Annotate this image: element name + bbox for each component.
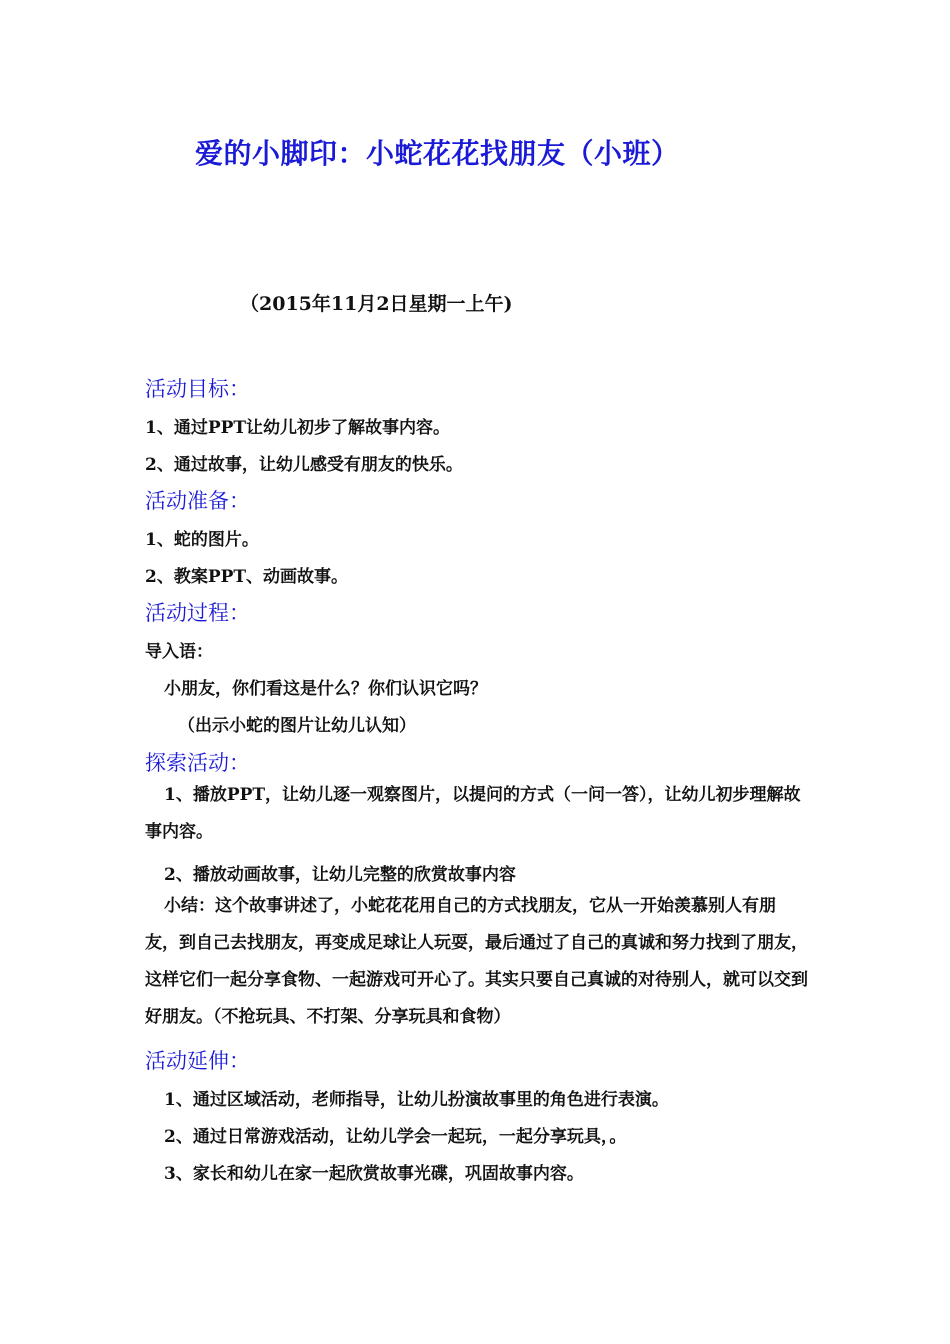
- section-heading-explore: 探索活动：: [145, 751, 250, 775]
- section-heading-process: 活动过程：: [145, 601, 250, 625]
- preparation-item-1: 1、蛇的图片。: [145, 530, 259, 550]
- extension-item-3: 3、家长和幼儿在家一起欣赏故事光碟，巩固故事内容。: [164, 1164, 584, 1184]
- explore-item-2: 2、播放动画故事，让幼儿完整的欣赏故事内容: [164, 865, 516, 885]
- intro-question: 小朋友，你们看这是什么？你们认识它吗？: [164, 679, 487, 699]
- extension-item-1: 1、通过区域活动，老师指导，让幼儿扮演故事里的角色进行表演。: [164, 1090, 669, 1110]
- intro-label: 导入语：: [145, 642, 213, 662]
- goal-item-1: 1、通过PPT让幼儿初步了解故事内容。: [145, 418, 451, 438]
- goal-item-2: 2、通过故事，让幼儿感受有朋友的快乐。: [145, 455, 463, 475]
- extension-item-2: 2、通过日常游戏活动，让幼儿学会一起玩，一起分享玩具，。: [164, 1127, 627, 1147]
- preparation-item-2: 2、教案PPT、动画故事。: [145, 567, 349, 587]
- intro-note: （出示小蛇的图片让幼儿认知）: [178, 716, 416, 736]
- explore-item-1: 1、播放PPT，让幼儿逐一观察图片，以提问的方式（一问一答），让幼儿初步理解故事内容。: [145, 785, 801, 842]
- document-date: （2015年11月2日星期一上午): [240, 293, 513, 315]
- explore-summary: 小结：这个故事讲述了，小蛇花花用自己的方式找朋友，它从一开始羡慕别人有朋友，到自己去找朋友，再变成足球让人玩耍，最后通过了自己的真诚和努力找到了朋友，这样它们一起分享食物、一起游戏可开心了。其实只要自己真诚的对待别人，就可以交到好朋友。（不抢玩具、不打架、分享玩具和食物）: [145, 896, 808, 1027]
- section-heading-goals: 活动目标：: [145, 377, 250, 401]
- section-heading-extension: 活动延伸：: [145, 1049, 250, 1073]
- document-title: 爱的小脚印：小蛇花花找朋友（小班）: [195, 137, 680, 170]
- section-heading-preparation: 活动准备：: [145, 489, 250, 513]
